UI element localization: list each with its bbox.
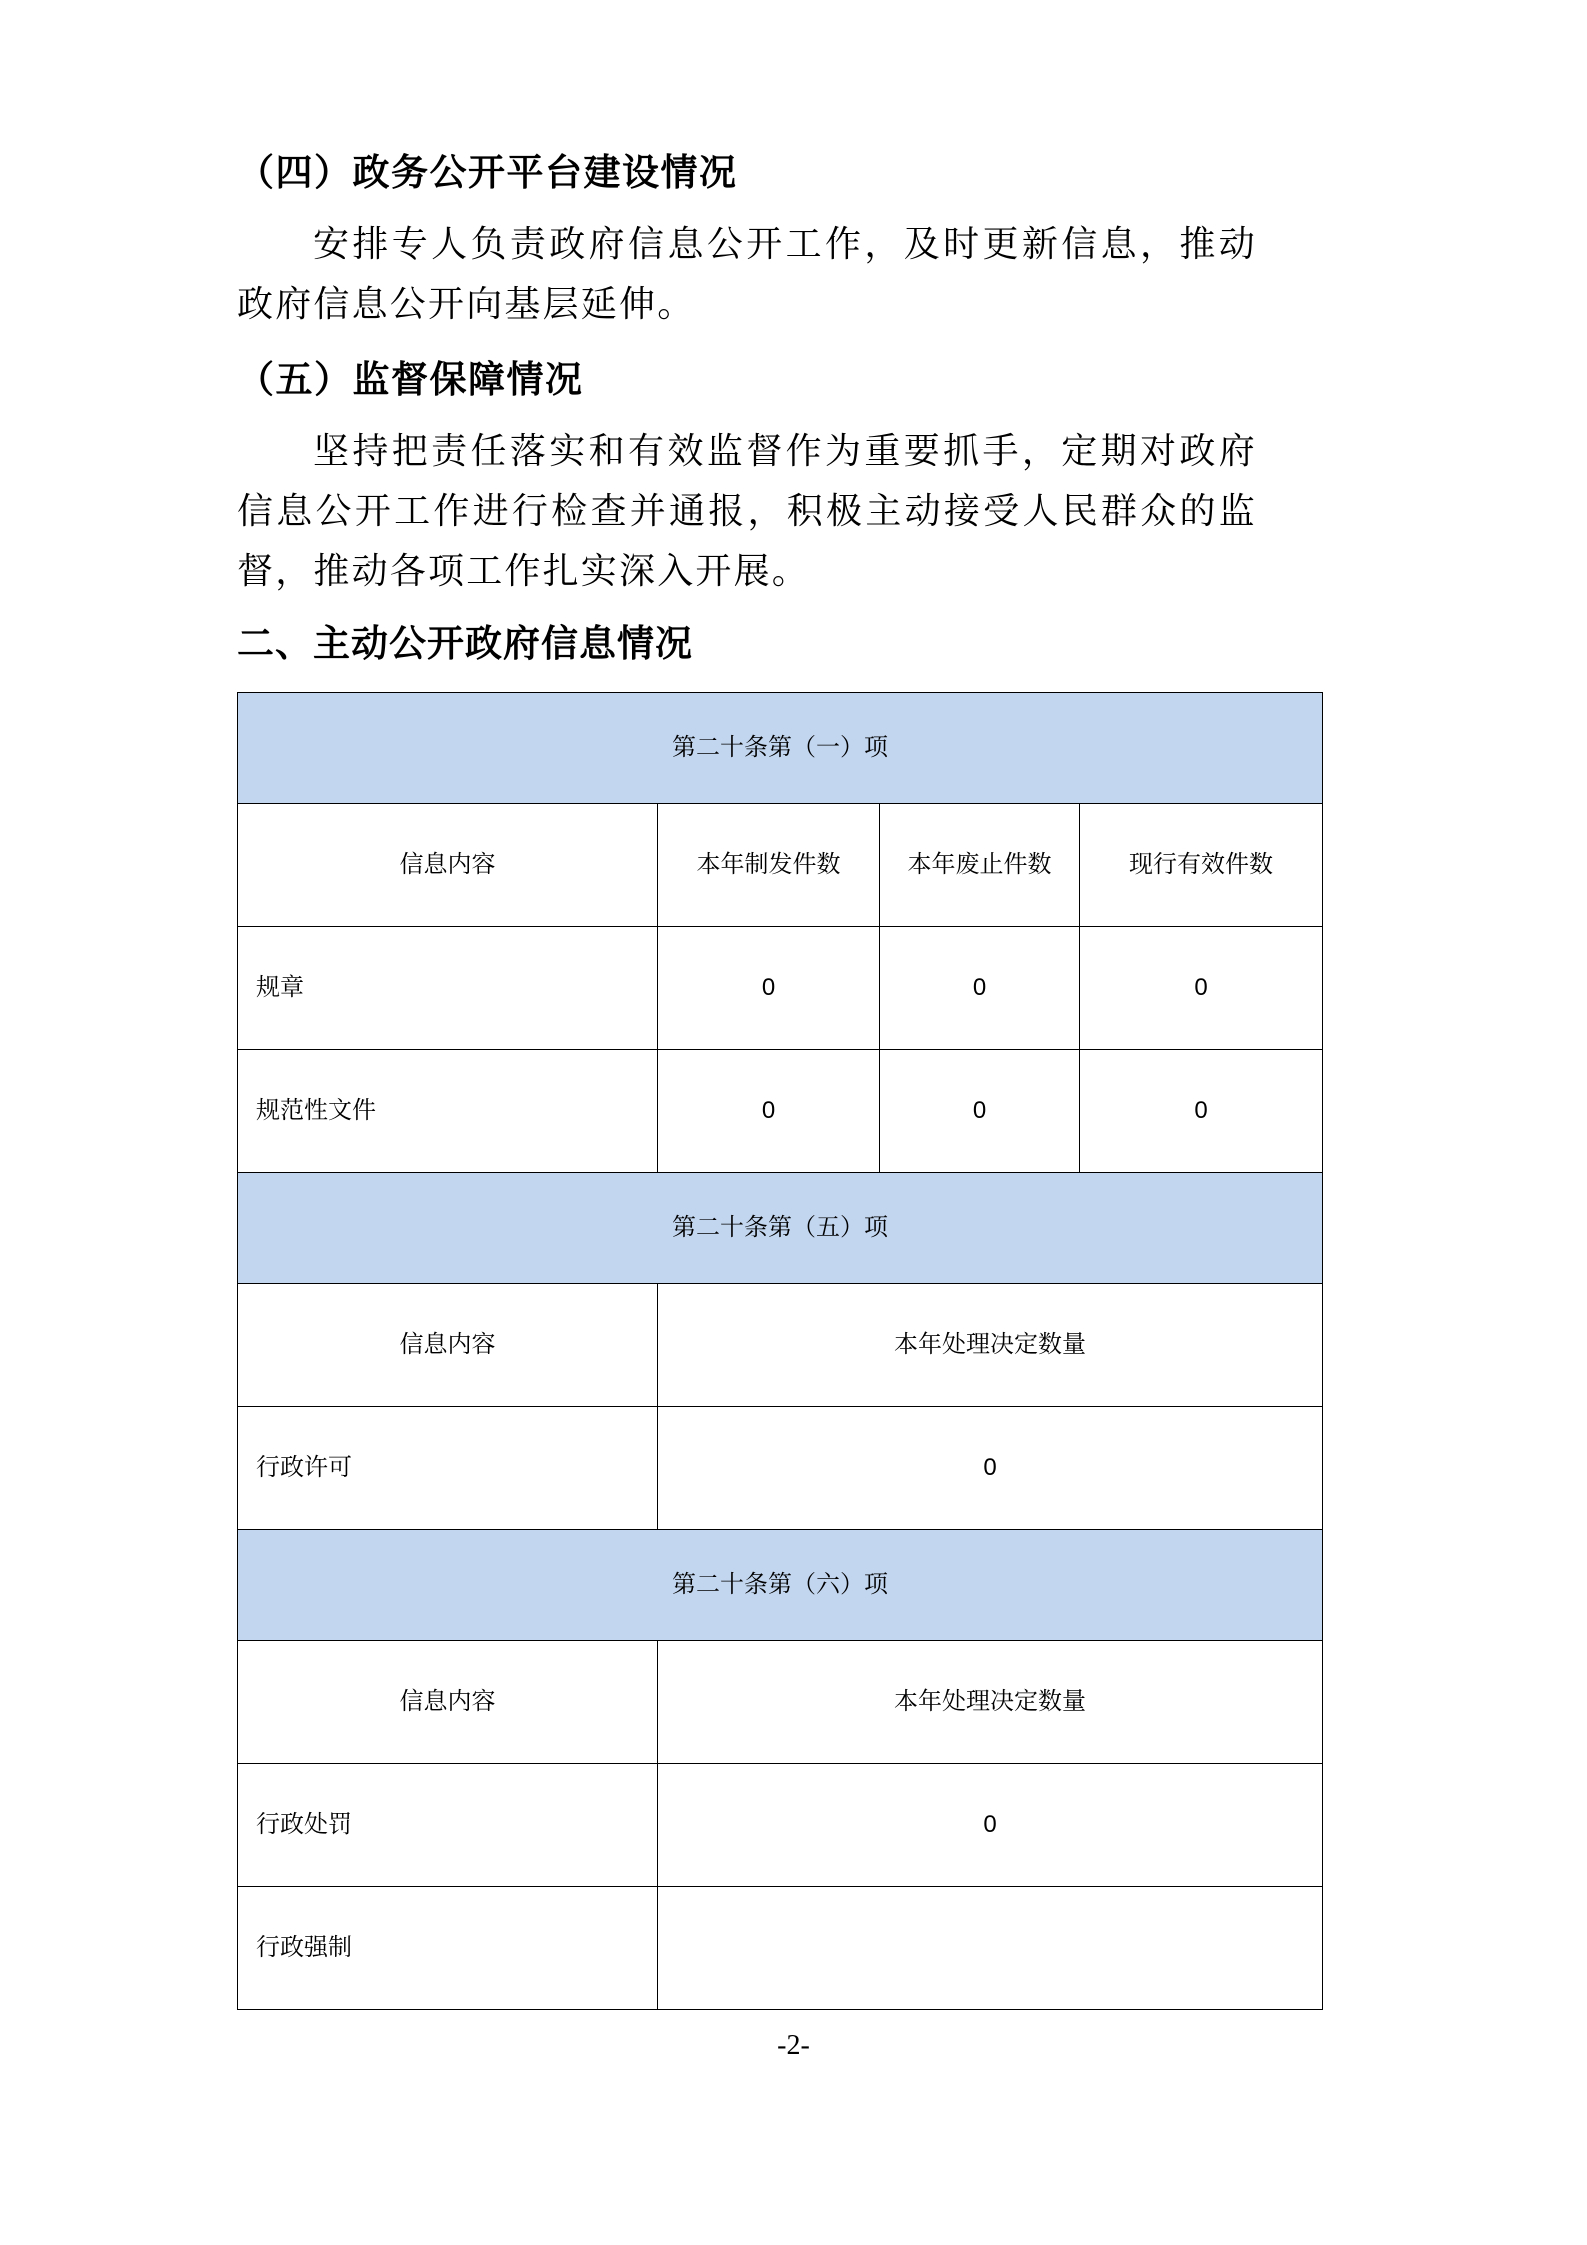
column-header-info-content: 信息内容 <box>238 804 658 927</box>
row-label-normative-documents: 规范性文件 <box>238 1050 658 1173</box>
cell-normative-effective: 0 <box>1080 1050 1323 1173</box>
band-label-item-one: 第二十条第（一）项 <box>238 693 1323 804</box>
row-label-administrative-license: 行政许可 <box>238 1407 658 1530</box>
heading-section-four: （四）政务公开平台建设情况 <box>237 153 738 194</box>
row-label-administrative-coercion: 行政强制 <box>238 1887 658 2010</box>
column-header-repealed-count: 本年废止件数 <box>880 804 1080 927</box>
column-header-info-content-five: 信息内容 <box>238 1284 658 1407</box>
paragraph-section-five: 坚持把责任落实和有效监督作为重要抓手，定期对政府信息公开工作进行检查并通报，积极主动接受人民群众的监督，推动各项工作扎实深入开展。 <box>237 431 1257 591</box>
government-information-disclosure-table <box>237 692 1323 2010</box>
heading-section-five: （五）监督保障情况 <box>237 360 584 401</box>
page-number: -2- <box>777 2030 810 2061</box>
column-header-info-content-six: 信息内容 <box>238 1641 658 1764</box>
heading-main-section-two: 二、主动公开政府信息情况 <box>237 623 693 664</box>
column-header-decisions-count-five: 本年处理决定数量 <box>658 1284 1323 1407</box>
table-band-row <box>238 1530 1323 1641</box>
column-header-effective-count: 现行有效件数 <box>1080 804 1323 927</box>
row-label-administrative-penalty: 行政处罚 <box>238 1764 658 1887</box>
column-header-issued-count: 本年制发件数 <box>658 804 880 927</box>
band-label-item-six: 第二十条第（六）项 <box>238 1530 1323 1641</box>
table-row <box>238 1407 1323 1530</box>
table-row <box>238 1887 1323 2010</box>
page-content <box>175 0 1415 2010</box>
table-header-row <box>238 804 1323 927</box>
cell-administrative-license-count: 0 <box>658 1407 1323 1530</box>
table-band-row <box>238 1173 1323 1284</box>
cell-administrative-coercion-count <box>658 1887 1323 2010</box>
band-label-item-five: 第二十条第（五）项 <box>238 1173 1323 1284</box>
table-band-row <box>238 693 1323 804</box>
paragraph-section-four: 安排专人负责政府信息公开工作，及时更新信息，推动政府信息公开向基层延伸。 <box>237 224 1257 324</box>
cell-regulations-issued: 0 <box>658 927 880 1050</box>
cell-normative-issued: 0 <box>658 1050 880 1173</box>
cell-regulations-repealed: 0 <box>880 927 1080 1050</box>
row-label-regulations: 规章 <box>238 927 658 1050</box>
cell-normative-repealed: 0 <box>880 1050 1080 1173</box>
cell-administrative-penalty-count: 0 <box>658 1764 1323 1887</box>
table-header-row <box>238 1641 1323 1764</box>
column-header-decisions-count-six: 本年处理决定数量 <box>658 1641 1323 1764</box>
table-header-row <box>238 1284 1323 1407</box>
cell-regulations-effective: 0 <box>1080 927 1323 1050</box>
table-row <box>238 1050 1323 1173</box>
table-row <box>238 927 1323 1050</box>
table-row <box>238 1764 1323 1887</box>
